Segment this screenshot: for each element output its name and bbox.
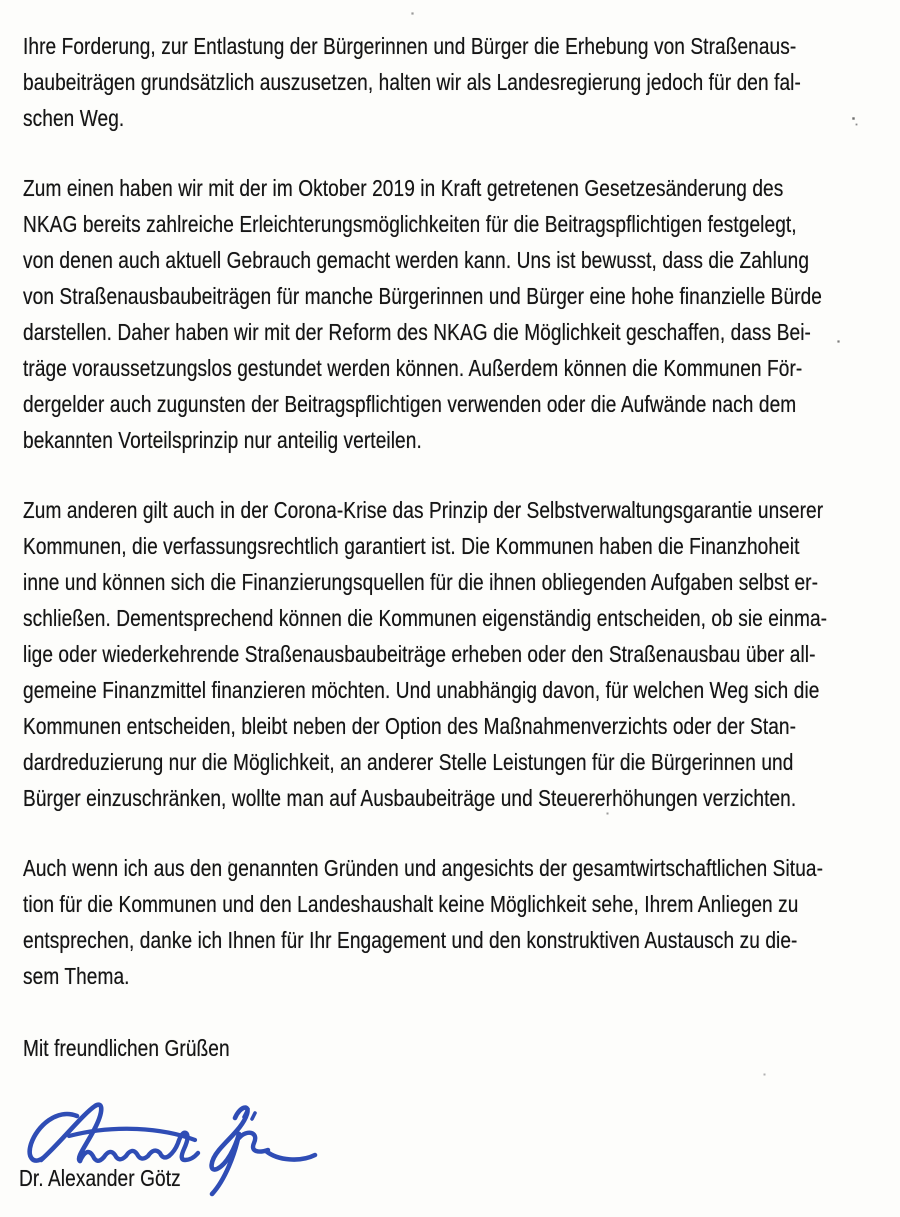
- paragraph: [23, 850, 900, 994]
- text-line: Zum einen haben wir mit der im Oktober 2019 in Kraft getretenen Gesetzesänderung des: [23, 175, 784, 201]
- text-line: sem Thema.: [23, 963, 130, 989]
- text-line: schen Weg.: [23, 105, 125, 131]
- text-line: bekannten Vorteilsprinzip nur anteilig verteilen.: [23, 427, 422, 453]
- text-line: NKAG bereits zahlreiche Erleichterungsmöglichkeiten für die Beitragspflichtigen festgelegt,: [23, 211, 797, 237]
- text-line: Auch wenn ich aus den genannten Gründen und angesichts der gesamtwirtschaftlichen Situa-: [23, 855, 824, 881]
- paragraph: [23, 28, 900, 136]
- paragraph: [23, 170, 900, 458]
- text-line: darstellen. Daher haben wir mit der Reform des NKAG die Möglichkeit geschaffen, dass Bei-: [23, 319, 811, 345]
- scan-speckles: [0, 0, 1, 1]
- letter-body: [23, 28, 900, 994]
- signature-stroke: [80, 1133, 198, 1161]
- text-line: schließen. Dementsprechend können die Kommunen eigenständig entscheiden, ob sie einma-: [23, 605, 828, 631]
- text-line: Kommunen, die verfassungsrechtlich garantiert ist. Die Kommunen haben die Finanzhoheit: [23, 533, 800, 559]
- signer-name: Dr. Alexander Götz: [19, 1165, 181, 1191]
- signature-stroke: [266, 1151, 315, 1160]
- text-line: dardreduzierung nur die Möglichkeit, an anderer Stelle Leistungen für die Bürgerinnen und: [23, 749, 794, 775]
- closing-salutation: Mit freundlichen Grüßen: [23, 1035, 230, 1061]
- text-line: gemeine Finanzmittel finanzieren möchten. Und unabhängig davon, für welchen Weg sich die: [23, 677, 820, 703]
- text-line: baubeiträgen grundsätzlich auszusetzen, halten wir als Landesregierung jedoch für den fal-: [23, 69, 801, 95]
- signature-stroke: [41, 1105, 101, 1161]
- text-line: entsprechen, danke ich Ihnen für Ihr Engagement und den konstruktiven Austausch zu die-: [23, 927, 798, 953]
- text-line: Bürger einzuschränken, wollte man auf Ausbaubeiträge und Steuererhöhungen verzichten.: [23, 785, 797, 811]
- paragraph: [23, 492, 900, 816]
- text-line: Ihre Forderung, zur Entlastung der Bürgerinnen und Bürger die Erhebung von Straßenaus-: [23, 33, 797, 59]
- text-line: Kommunen entscheiden, bleibt neben der Option des Maßnahmenverzichts oder der Stan-: [23, 713, 797, 739]
- signature-stroke: [239, 1133, 268, 1152]
- text-line: dergelder auch zugunsten der Beitragspflichtigen verwenden oder die Aufwände nach dem: [23, 391, 797, 417]
- text-line: inne und können sich die Finanzierungsquellen für die ihnen obliegenden Aufgaben selbst er-: [23, 569, 819, 595]
- text-line: von denen auch aktuell Gebrauch gemacht werden kann. Uns ist bewusst, dass die Zahlung: [23, 247, 810, 273]
- text-line: träge voraussetzungslos gestundet werden können. Außerdem können die Kommunen För-: [23, 355, 803, 381]
- text-line: lige oder wiederkehrende Straßenausbaubeiträge erheben oder den Straßenausbau über all-: [23, 641, 816, 667]
- signature-stroke: [244, 1109, 255, 1119]
- text-line: Zum anderen gilt auch in der Corona-Krise das Prinzip der Selbstverwaltungsgarantie unserer: [23, 497, 824, 523]
- text-line: tion für die Kommunen und den Landeshaushalt keine Möglichkeit sehe, Ihrem Anliegen zu: [23, 891, 799, 917]
- signature-stroke: [30, 1114, 77, 1161]
- signature-stroke: [69, 1129, 195, 1140]
- text-line: von Straßenausbaubeiträgen für manche Bürgerinnen und Bürger eine hohe finanzielle Bürde: [23, 283, 823, 309]
